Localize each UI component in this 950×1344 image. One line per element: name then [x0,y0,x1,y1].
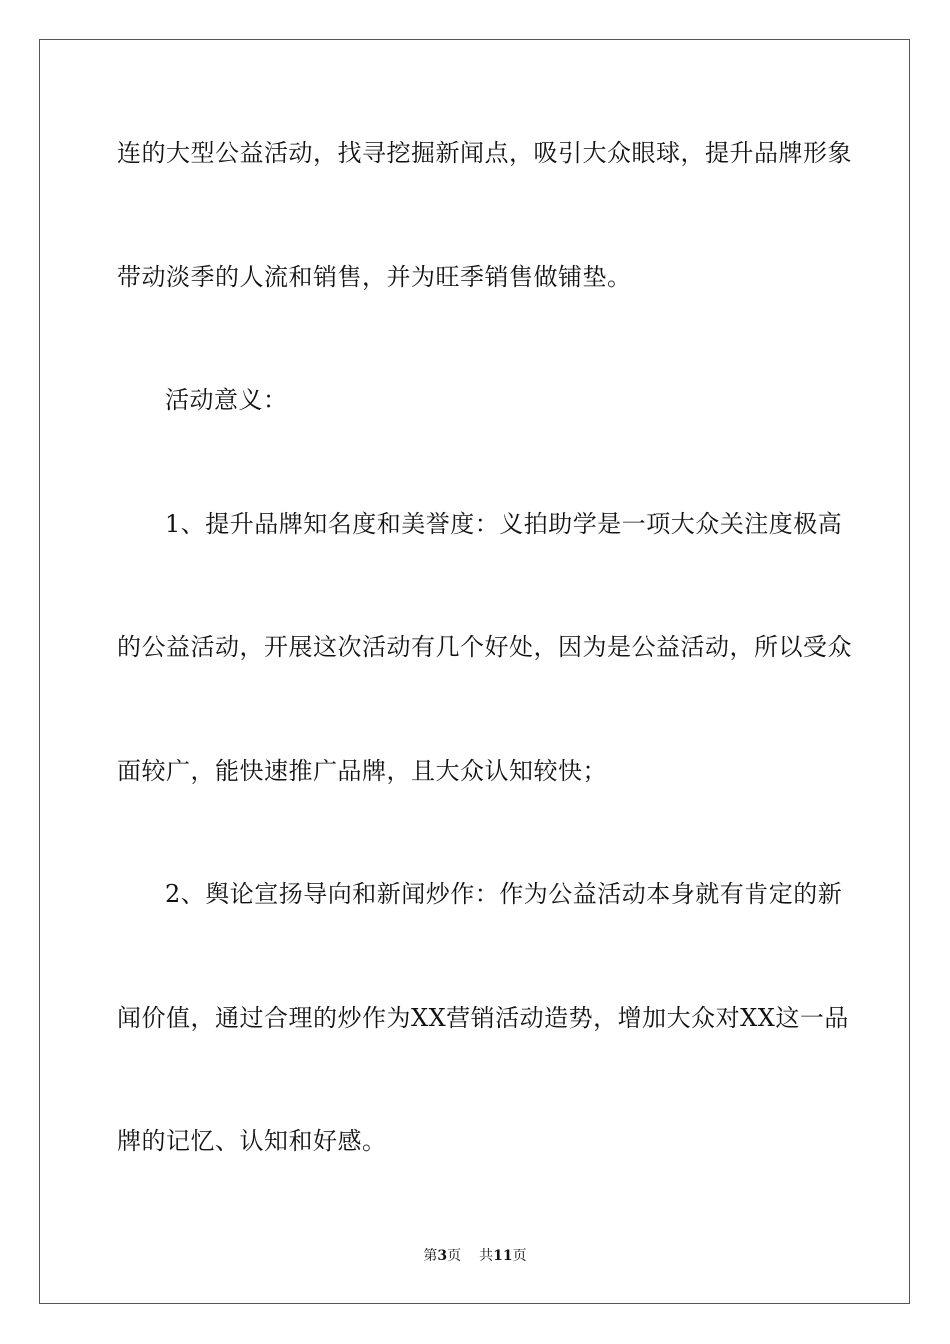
footer-total-suffix: 页 [512,1248,527,1264]
body-line-7: 2、舆论宣扬导向和新闻炒作：作为公益活动本身就有肯定的新 [165,880,843,908]
body-line-1: 连的大型公益活动，找寻挖掘新闻点，吸引大众眼球，提升品牌形象 [117,139,852,167]
body-line-4: 1、提升品牌知名度和美誉度：义拍助学是一项大众关注度极高 [165,510,843,538]
footer-page-prefix: 第 [423,1248,438,1264]
footer-page-current: 3 [437,1248,448,1264]
page-footer [0,1246,950,1266]
footer-page-suffix: 页 [447,1248,462,1264]
body-line-5: 的公益活动，开展这次活动有几个好处，因为是公益活动，所以受众 [117,633,852,661]
body-line-9: 牌的记忆、认知和好感。 [117,1127,387,1155]
body-line-6: 面较广，能快速推广品牌，且大众认知较快； [117,757,607,785]
footer-total-prefix: 共 [479,1248,494,1264]
footer-page-total: 11 [493,1248,513,1264]
body-line-8: 闻价值，通过合理的炒作为XX营销活动造势，增加大众对XX这一品 [117,1004,849,1032]
page-frame [39,39,910,1304]
section-heading: 活动意义： [165,386,288,414]
body-line-2: 带动淡季的人流和销售，并为旺季销售做铺垫。 [117,263,632,291]
